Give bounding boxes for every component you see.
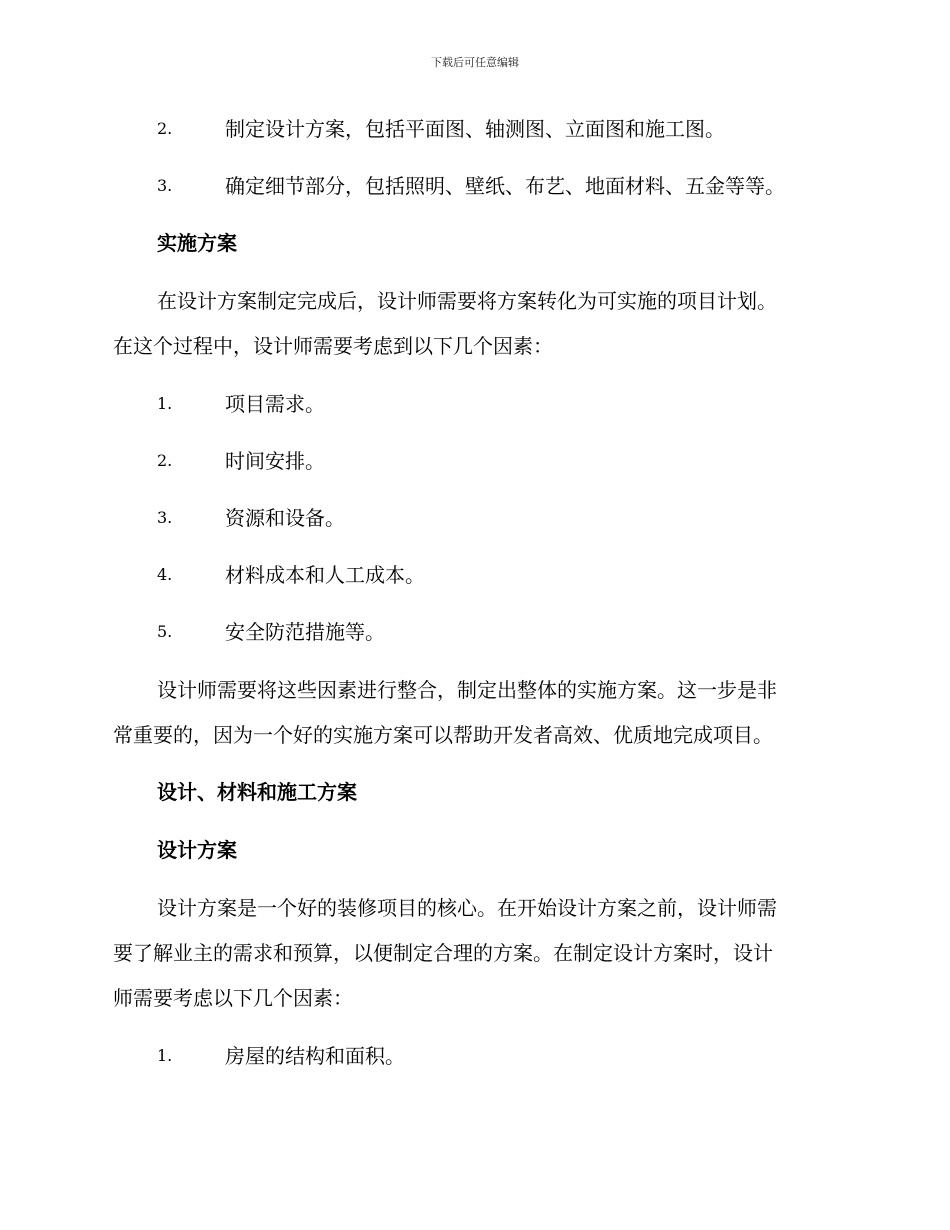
paragraph-line: 在设计方案制定完成后，设计师需要将方案转化为可实施的项目计划。 [157,289,777,313]
list-number: 1. [157,1046,173,1065]
paragraph-line: 设计方案是一个好的装修项目的核心。在开始设计方案之前，设计师需 [157,896,777,920]
list-number: 3. [157,176,173,195]
section-heading-design-materials: 设计、材料和施工方案 [157,780,357,804]
list-item: 时间安排。 [225,449,325,473]
paragraph-line: 设计师需要将这些因素进行整合，制定出整体的实施方案。这一步是非 [157,678,777,702]
subsection-heading-design: 设计方案 [157,838,237,862]
paragraph-line: 在这个过程中，设计师需要考虑到以下几个因素： [113,334,553,358]
list-number: 5. [157,622,173,641]
page-header: 下载后可任意编辑 [431,56,519,69]
list-item: 材料成本和人工成本。 [225,563,425,587]
paragraph-line: 常重要的，因为一个好的实施方案可以帮助开发者高效、优质地完成项目。 [113,723,773,747]
list-number: 2. [157,451,173,470]
list-item: 房屋的结构和面积。 [225,1044,405,1068]
paragraph-line: 师需要考虑以下几个因素： [113,986,353,1010]
list-item: 制定设计方案，包括平面图、轴测图、立面图和施工图。 [225,117,725,141]
list-item: 安全防范措施等。 [225,620,385,644]
list-number: 2. [157,119,173,138]
list-number: 1. [157,394,173,413]
list-number: 3. [157,508,173,527]
list-item: 资源和设备。 [225,506,345,530]
list-number: 4. [157,565,173,584]
list-item: 确定细节部分，包括照明、壁纸、布艺、地面材料、五金等等。 [225,174,785,198]
paragraph-line: 要了解业主的需求和预算，以便制定合理的方案。在制定设计方案时，设计 [113,941,773,965]
section-heading-implementation: 实施方案 [157,231,237,255]
list-item: 项目需求。 [225,392,325,416]
